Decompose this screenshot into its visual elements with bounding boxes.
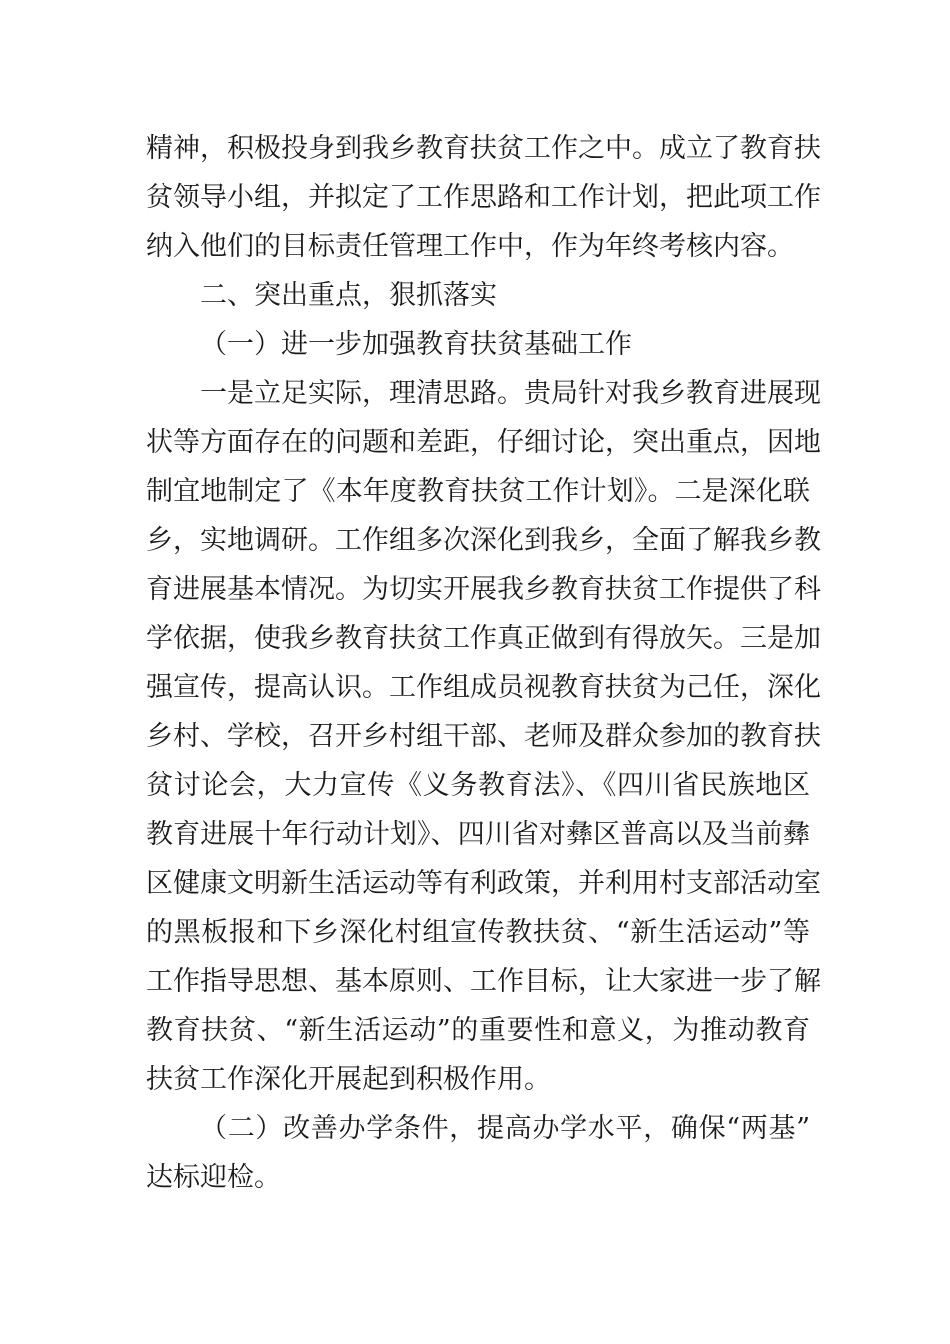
paragraph-leadership (146, 124, 821, 271)
heading-text: （二）改善办学条件，提高办学水平，确保“两基” (200, 1113, 810, 1144)
text-line: 教育进展十年行动计划》、四川省对彝区普高以及当前彝 (146, 819, 810, 850)
text-line: 教育扶贫、“新生活运动”的重要性和意义，为推动教育 (146, 1015, 810, 1046)
text-line: 学依据，使我乡教育扶贫工作真正做到有得放矢。三是加 (146, 623, 821, 654)
text-line: 乡，实地调研。工作组多次深化到我乡，全面了解我乡教 (146, 525, 821, 556)
document-body (146, 124, 821, 1202)
text-line: 精神，积极投身到我乡教育扶贫工作之中。成立了教育扶 (146, 133, 821, 164)
subsection-heading-2 (146, 1104, 810, 1202)
text-line: 区健康文明新生活运动等有利政策，并利用村支部活动室 (146, 868, 821, 899)
paragraph-foundation-work (146, 369, 821, 1104)
subsection-heading-1 (146, 320, 810, 369)
text-line: 乡村、学校，召开乡村组干部、老师及群众参加的教育扶 (146, 721, 821, 752)
text-line: 强宣传，提高认识。工作组成员视教育扶贫为己任，深化 (146, 672, 821, 703)
text-line: 贫领导小组，并拟定了工作思路和工作计划，把此项工作 (146, 182, 821, 213)
text-line: 制宜地制定了《本年度教育扶贫工作计划》。二是深化联 (146, 476, 810, 507)
text-line: 纳入他们的目标责任管理工作中，作为年终考核内容。 (146, 231, 794, 262)
heading-text: （一）进一步加强教育扶贫基础工作 (200, 329, 632, 360)
text-line: 育进展基本情况。为切实开展我乡教育扶贫工作提供了科 (146, 574, 821, 605)
heading-text: 达标迎检。 (146, 1162, 281, 1193)
text-line: 状等方面存在的问题和差距，仔细讨论，突出重点，因地 (146, 427, 821, 458)
text-line: 的黑板报和下乡深化村组宣传教扶贫、“新生活运动”等 (146, 917, 810, 948)
section-heading-2 (146, 271, 810, 320)
text-line: 一是立足实际，理清思路。贵局针对我乡教育进展现 (200, 378, 821, 409)
text-line: 扶贫工作深化开展起到积极作用。 (146, 1064, 551, 1095)
heading-text: 二、突出重点，狠抓落实 (200, 280, 497, 311)
text-line: 工作指导思想、基本原则、工作目标，让大家进一步了解 (146, 966, 821, 997)
text-line: 贫讨论会，大力宣传《义务教育法》、《四川省民族地区 (146, 770, 810, 801)
